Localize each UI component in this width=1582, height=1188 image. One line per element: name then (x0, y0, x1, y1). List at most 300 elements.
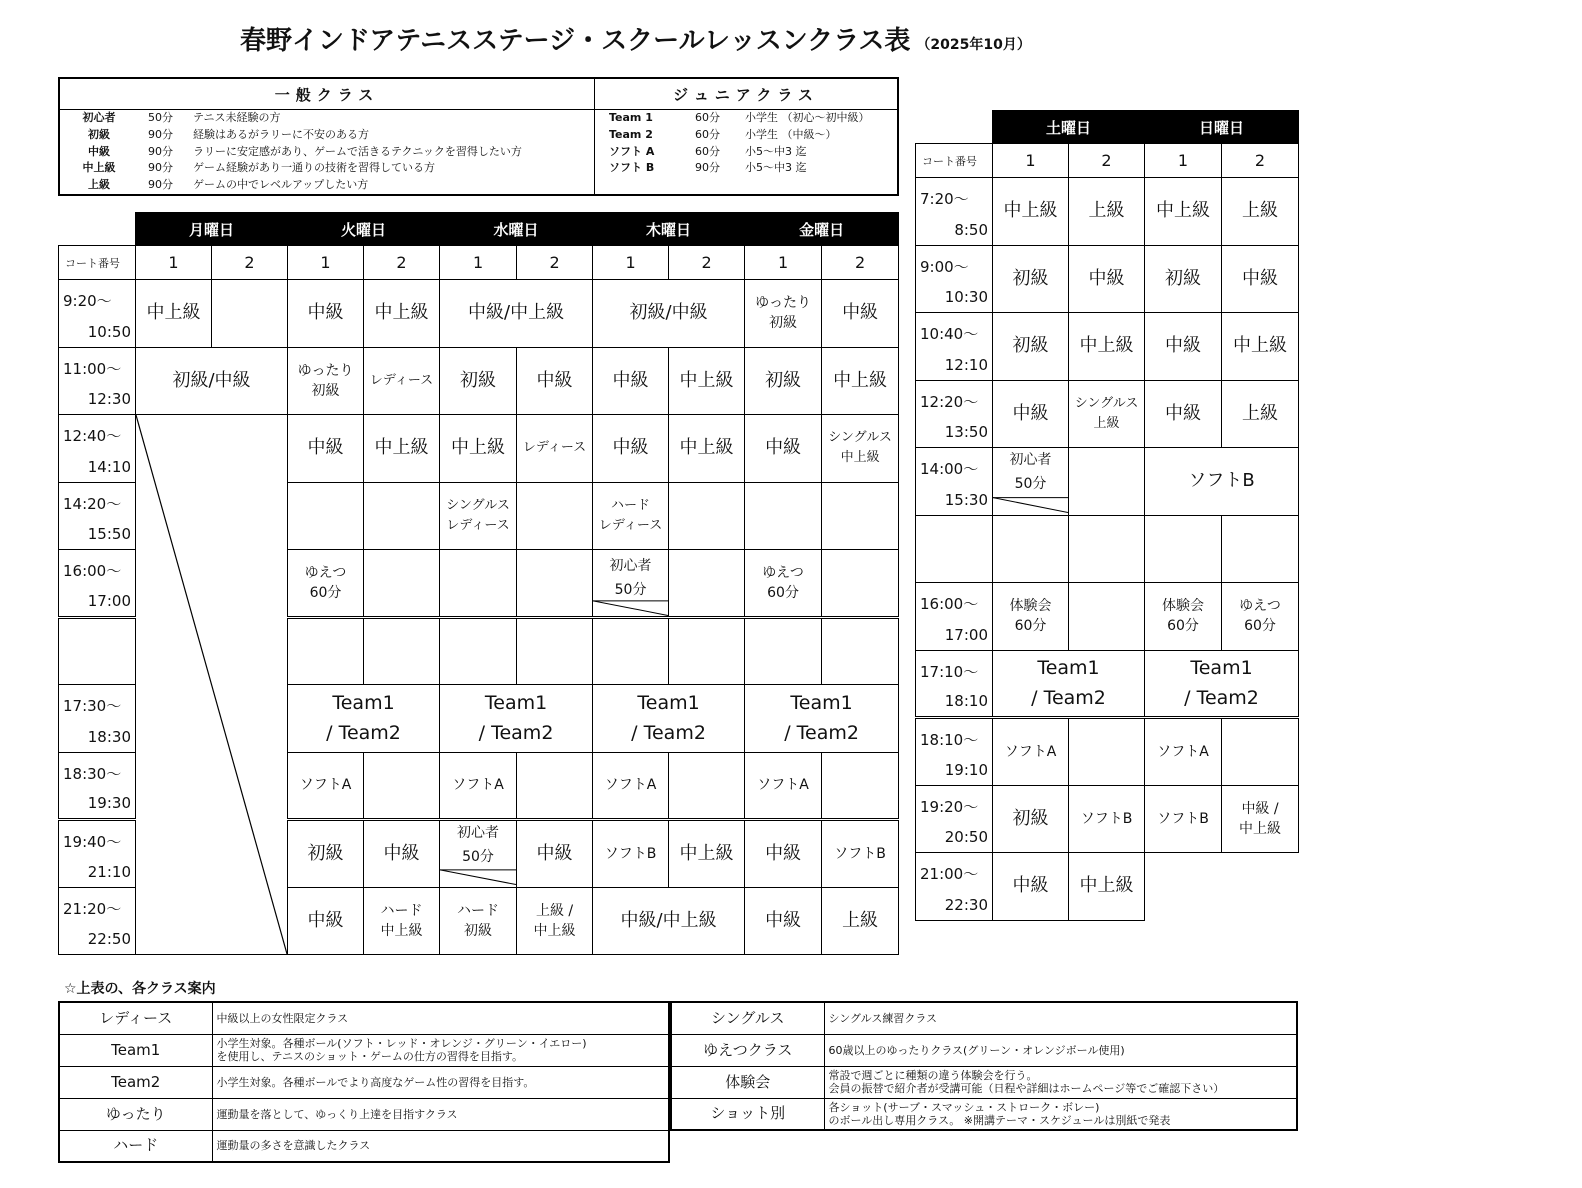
class-line: Team1 (332, 692, 395, 715)
legend-min: 60分 (695, 127, 720, 141)
time-end: 15:30 (944, 490, 988, 509)
note-label: 体験会 (671, 1066, 824, 1098)
time-slot (916, 785, 993, 853)
legend-row (595, 144, 897, 161)
court-number: 1 (1145, 144, 1222, 178)
time-slot (916, 853, 993, 921)
legend-name: 初級 (88, 127, 110, 141)
class-line: 体験会 (1009, 598, 1052, 615)
legend-min: 50分 (148, 111, 173, 124)
legend-row (60, 110, 594, 127)
note-desc (824, 1034, 1297, 1066)
note-line: のボール出し専用クラス。 ※開講テーマ・スケジュールは別紙で発表 (828, 1113, 1171, 1127)
time-slot (916, 718, 993, 786)
class-line: / Team2 (478, 722, 554, 745)
class-cell: レディース (517, 415, 593, 483)
class-cell: ソフトA (1145, 718, 1222, 786)
class-cell-empty (822, 617, 899, 685)
time-slot (916, 313, 993, 381)
class-cell: ソフトA (440, 752, 517, 820)
class-cell (593, 550, 669, 618)
legend-row (60, 144, 594, 161)
class-cell: ソフトB (822, 820, 899, 888)
time-end: 15:50 (87, 525, 131, 543)
class-cell-empty (745, 617, 822, 685)
time-end: 8:50 (954, 220, 988, 239)
legend-row (60, 160, 594, 177)
time-start: 14:20～ (63, 494, 122, 513)
court-label: コート番号 (59, 246, 136, 280)
class-cell: 中級 (288, 415, 364, 483)
class-cell: 中級 (993, 853, 1069, 921)
notes-title: ☆上表の、各クラス案内 (64, 981, 216, 997)
class-cell: 上級 (822, 887, 899, 955)
class-cell-empty (1069, 515, 1145, 583)
class-line: 中上級 (533, 922, 576, 939)
note-line: 常設で週ごとに種類の違う体験会を行う。 (828, 1069, 1038, 1082)
junior-class-header: ジュニアクラス (595, 79, 897, 110)
class-cell-empty (822, 550, 899, 618)
time-start: 18:10～ (920, 731, 979, 749)
general-class-legend (60, 79, 595, 194)
class-cell-empty (669, 617, 745, 685)
time-start: 19:40～ (63, 833, 122, 851)
note-row (59, 1066, 669, 1098)
time-end: 10:50 (87, 322, 131, 341)
class-cell: 初級 (745, 347, 822, 415)
legend-desc: 小5～中3 迄 (745, 144, 807, 158)
day-header-tue: 火曜日 (288, 213, 440, 246)
note-row (671, 1034, 1297, 1066)
class-line: / Team2 (784, 722, 859, 745)
class-cell-empty (669, 752, 745, 820)
class-cell: 中級 (517, 820, 593, 888)
diagonal-strike (136, 415, 287, 954)
class-cell-empty (669, 482, 745, 550)
class-line: 上級 (1093, 415, 1120, 431)
time-start: 14:00～ (920, 460, 979, 478)
class-line: ハード (380, 902, 423, 919)
legend-row (595, 110, 897, 127)
court-number: 1 (288, 246, 364, 280)
class-cell (517, 887, 593, 955)
class-cell-empty (1222, 718, 1299, 786)
time-slot (916, 583, 993, 651)
weekday-schedule (58, 212, 899, 955)
legend-desc: ゲーム経験があり一通りの技術を習得している方 (193, 161, 435, 175)
general-class-header: 一般クラス (60, 79, 594, 110)
class-cell: ソフトB (593, 820, 669, 888)
legend-row (595, 127, 897, 144)
class-cell: 中級 (1145, 313, 1222, 381)
note-desc (824, 1002, 1297, 1034)
court-label: コート番号 (916, 144, 993, 178)
time-end: 20:50 (944, 828, 988, 846)
class-line: 初級 (769, 315, 798, 332)
class-line: 中上級 (840, 450, 880, 466)
class-cell-empty (593, 617, 669, 685)
day-header-wed: 水曜日 (440, 213, 593, 246)
class-line: 初級 (311, 382, 340, 399)
class-cell: 中上級 (364, 415, 440, 483)
court-number: 1 (440, 246, 517, 280)
time-end: 18:30 (87, 727, 131, 746)
class-cell: 初級 (993, 245, 1069, 313)
note-desc (212, 1098, 669, 1130)
note-row (59, 1130, 669, 1162)
class-cell-empty (517, 550, 593, 618)
time-slot (59, 482, 136, 550)
time-end: 22:50 (87, 930, 131, 948)
class-cell (993, 650, 1145, 718)
class-cell (364, 887, 440, 955)
legend-name: ソフト A (609, 144, 655, 158)
note-desc (824, 1066, 1297, 1098)
time-start: 17:10～ (920, 662, 979, 681)
class-cell: ソフトA (993, 718, 1069, 786)
class-cell: 初級 (440, 347, 517, 415)
court-number: 1 (593, 246, 669, 280)
class-cell: 中上級 (669, 820, 745, 888)
class-line: 中級 / (1241, 800, 1279, 817)
day-header-sat: 土曜日 (993, 111, 1145, 144)
day-header-mon: 月曜日 (136, 213, 288, 246)
legend-name: 中級 (88, 144, 110, 158)
class-cell (1145, 583, 1222, 651)
class-cell-empty (288, 482, 364, 550)
note-row (671, 1066, 1297, 1098)
class-cell: 初級/中級 (593, 280, 745, 348)
class-cell-empty (364, 617, 440, 685)
class-cell: レディース (364, 347, 440, 415)
time-start: 9:00～ (920, 257, 969, 276)
time-end: 12:10 (944, 355, 988, 374)
time-slot (59, 887, 136, 955)
class-cell: 中級 (745, 415, 822, 483)
legend-desc: 小学生 （中級～） (745, 127, 837, 141)
title-date: （2025年10月） (916, 37, 1031, 53)
class-cell: 中級 (822, 280, 899, 348)
class-line: シングルス (446, 497, 510, 513)
class-cell: 中級 (1069, 245, 1145, 313)
class-cell: 上級 (1069, 178, 1145, 246)
note-row (671, 1098, 1297, 1130)
class-line: 60分 (1014, 618, 1047, 635)
class-line: シングルス (828, 430, 892, 446)
class-text (593, 554, 668, 602)
class-line: ゆったり (297, 362, 354, 379)
class-cell-empty (745, 482, 822, 550)
legend-row (60, 127, 594, 144)
note-line: 各ショット(サーブ・スマッシュ・ストローク・ボレー) (828, 1100, 1100, 1114)
class-cell: 初級 (993, 785, 1069, 853)
time-end: 17:00 (87, 591, 131, 610)
class-line: レディース (446, 517, 510, 533)
class-cell: 中級 (745, 887, 822, 955)
class-line: Team1 (1190, 657, 1253, 680)
class-cell-empty (212, 280, 288, 348)
notes-table-left (58, 1001, 670, 1163)
time-end: 10:30 (944, 288, 988, 306)
class-cell-empty (1069, 448, 1145, 516)
time-start: 12:20～ (920, 392, 979, 411)
note-line: 会員の振替で紹介者が受講可能（日程や詳細はホームページ等でご確認下さい） (828, 1082, 1225, 1095)
class-cell-empty (364, 482, 440, 550)
monday-no-class-area (136, 415, 288, 955)
day-header-sun: 日曜日 (1145, 111, 1299, 144)
class-cell: 中級 (593, 415, 669, 483)
class-cell: 中級 (993, 380, 1069, 448)
corner-blank (916, 111, 993, 144)
time-end: 19:10 (944, 760, 988, 779)
class-cell: ソフトA (593, 752, 669, 820)
note-label: シングルス (671, 1002, 824, 1034)
class-cell: ソフトA (288, 752, 364, 820)
day-header-fri: 金曜日 (745, 213, 899, 246)
time-start: 18:30～ (63, 764, 122, 783)
class-cell-empty (1222, 515, 1299, 583)
class-cell-empty (517, 752, 593, 820)
time-start: 11:00～ (63, 359, 122, 378)
time-slot (916, 650, 993, 718)
class-cell: 中上級 (1145, 178, 1222, 246)
court-number: 1 (993, 144, 1069, 178)
note-label: ゆえつクラス (671, 1034, 824, 1066)
class-cell: 中級 (1145, 380, 1222, 448)
class-cell (440, 685, 593, 753)
class-cell: 中級/中上級 (440, 280, 593, 348)
time-slot (916, 448, 993, 516)
legend-min: 90分 (148, 161, 173, 175)
time-start: 9:20～ (63, 292, 112, 310)
class-cell (1222, 785, 1299, 853)
class-cell: 上級 (1222, 380, 1299, 448)
class-cell: 中級 (288, 280, 364, 348)
class-cell-empty (1069, 583, 1145, 651)
day-header-thu: 木曜日 (593, 213, 745, 246)
class-cell: 初級/中級 (136, 347, 288, 415)
class-cell: ソフトB (1145, 448, 1299, 516)
class-line: 中上級 (1239, 820, 1282, 837)
note-label: ショット別 (671, 1098, 824, 1130)
time-start: 10:40～ (920, 325, 979, 343)
legend-min: 90分 (695, 161, 720, 175)
class-cell (745, 685, 899, 753)
class-line: 60分 (1244, 618, 1276, 635)
class-cell: 中上級 (1222, 313, 1299, 381)
time-start: 17:30～ (63, 697, 122, 715)
class-cell-empty (822, 482, 899, 550)
court-number: 2 (669, 246, 745, 280)
note-row (59, 1098, 669, 1130)
legend-row (60, 177, 594, 194)
legend-min: 60分 (695, 144, 720, 158)
class-cell: 初級 (1145, 245, 1222, 313)
class-cell-empty (517, 482, 593, 550)
class-cell-empty (364, 550, 440, 618)
class-text (993, 448, 1068, 496)
class-line: 50分 (462, 849, 494, 865)
class-line: 60分 (767, 584, 799, 601)
class-cell-empty (669, 550, 745, 618)
class-line: / Team2 (1184, 687, 1259, 710)
court-number: 2 (1069, 144, 1145, 178)
class-cell-empty (440, 617, 517, 685)
class-cell (1145, 650, 1299, 718)
time-slot (59, 280, 136, 348)
class-line: / Team2 (631, 722, 706, 745)
class-cell (440, 820, 517, 888)
note-line: 運動量を落として、ゆっくり上達を目指すクラス (216, 1107, 458, 1121)
class-cell-empty (517, 617, 593, 685)
class-line: ゆえつ (762, 564, 804, 581)
class-line: 50分 (614, 582, 647, 598)
note-label: ハード (59, 1130, 212, 1162)
time-slot (59, 347, 136, 415)
legend-name: Team 1 (609, 111, 653, 124)
time-end: 12:30 (87, 390, 131, 408)
class-line: 初心者 (457, 825, 500, 841)
time-end: 17:00 (944, 625, 988, 644)
corner-blank (59, 213, 136, 246)
legend-name: Team 2 (609, 127, 653, 141)
class-cell: ソフトA (745, 752, 822, 820)
legend-name: 上級 (88, 178, 110, 192)
note-line: 小学生対象。各種ボール(ソフト・レッド・オレンジ・グリーン・イエロー) (216, 1037, 587, 1050)
class-cell: 中上級 (364, 280, 440, 348)
class-line: 60分 (1167, 618, 1199, 635)
legend-desc: ラリーに安定感があり、ゲームで活きるテクニックを習得したい方 (193, 144, 522, 158)
class-cell (440, 887, 517, 955)
note-line: シングルス練習クラス (828, 1011, 938, 1025)
class-line: Team1 (790, 692, 853, 715)
class-cell: 中上級 (993, 178, 1069, 246)
class-line: Team1 (484, 692, 548, 715)
class-cell: 初級 (288, 820, 364, 888)
note-desc (212, 1130, 669, 1162)
class-cell (288, 550, 364, 618)
time-slot (59, 550, 136, 618)
class-line: 初心者 (609, 558, 652, 574)
time-slot (59, 820, 136, 888)
time-slot (59, 685, 136, 753)
class-cell: 中上級 (669, 347, 745, 415)
court-number: 2 (212, 246, 288, 280)
time-slot (59, 752, 136, 820)
time-slot-empty (59, 617, 136, 685)
class-cell (288, 347, 364, 415)
class-cell: 中上級 (440, 415, 517, 483)
time-start: 16:00～ (63, 562, 122, 580)
note-row (59, 1002, 669, 1034)
class-line: ゆえつ (1239, 598, 1281, 615)
junior-class-legend (595, 79, 897, 194)
class-cell: 中上級 (669, 415, 745, 483)
class-cell (1069, 380, 1145, 448)
class-line: ゆえつ (304, 564, 347, 581)
class-cell: 中級 (1222, 245, 1299, 313)
class-line: 50分 (1014, 476, 1047, 492)
class-cell: 中級 (517, 347, 593, 415)
class-cell: ソフトB (1145, 785, 1222, 853)
legend-name: 初心者 (82, 111, 116, 124)
class-line: ハード (611, 497, 651, 513)
legend-min: 90分 (148, 127, 173, 141)
note-row (671, 1002, 1297, 1034)
title-text: 春野インドアテニスステージ・スクールレッスンクラス表 (240, 26, 911, 56)
class-cell: 中級 (593, 347, 669, 415)
class-line: 60分 (309, 584, 342, 601)
note-label: Team1 (59, 1034, 212, 1066)
court-number: 2 (364, 246, 440, 280)
class-line: 体験会 (1162, 598, 1205, 615)
class-cell-empty (822, 752, 899, 820)
class-cell: 中上級 (822, 347, 899, 415)
court-number: 1 (136, 246, 212, 280)
class-line: 中上級 (380, 922, 423, 939)
note-line: 中級以上の女性限定クラス (216, 1011, 349, 1025)
class-cell-empty (1069, 718, 1145, 786)
class-cell-empty (440, 550, 517, 618)
legend-desc: 経験はあるがラリーに不安のある方 (193, 127, 369, 141)
time-slot (59, 415, 136, 483)
class-line: / Team2 (1031, 687, 1106, 710)
time-end: 19:30 (87, 794, 131, 812)
legend-desc: 小5～中3 迄 (745, 161, 807, 175)
time-slot (916, 245, 993, 313)
time-start: 21:20～ (63, 899, 122, 918)
note-desc (824, 1098, 1297, 1130)
legend-min: 90分 (148, 178, 173, 192)
time-slot (916, 380, 993, 448)
time-start: 12:40～ (63, 427, 122, 445)
class-cell-empty (993, 515, 1069, 583)
class-cell: 上級 (1222, 178, 1299, 246)
class-line: レディース (598, 517, 663, 533)
court-number: 2 (1222, 144, 1299, 178)
blank-area (1145, 853, 1299, 921)
time-start: 21:00～ (920, 865, 979, 883)
time-start: 16:00～ (920, 595, 979, 613)
time-end: 18:10 (944, 692, 988, 710)
class-line: ハード (457, 902, 500, 919)
time-slot (916, 178, 993, 246)
time-start: 7:20～ (920, 190, 969, 208)
class-cell-empty (288, 617, 364, 685)
class-cell: 中上級 (1069, 853, 1145, 921)
weekend-schedule (915, 110, 1299, 921)
legend-desc: テニス未経験の方 (193, 111, 281, 124)
note-label: Team2 (59, 1066, 212, 1098)
time-end: 14:10 (87, 457, 131, 476)
class-cell: 初級 (993, 313, 1069, 381)
class-cell (822, 415, 899, 483)
legend-desc: 小学生 （初心～初中級） (745, 111, 870, 124)
class-cell: 中級 (745, 820, 822, 888)
class-text (440, 821, 516, 869)
legend-row (595, 160, 897, 177)
class-cell: 中上級 (1069, 313, 1145, 381)
class-cell (440, 482, 517, 550)
court-number: 2 (822, 246, 899, 280)
class-line: Team1 (637, 692, 700, 715)
class-line: / Team2 (326, 722, 401, 745)
note-desc (212, 1002, 669, 1034)
note-label: ゆったり (59, 1098, 212, 1130)
legend-name: 中上級 (82, 161, 116, 175)
note-line: 60歳以上のゆったりクラス(グリーン・オレンジボール使用) (828, 1043, 1125, 1057)
note-line: 小学生対象。各種ボールでより高度なゲーム性の習得を目指す。 (216, 1075, 535, 1089)
